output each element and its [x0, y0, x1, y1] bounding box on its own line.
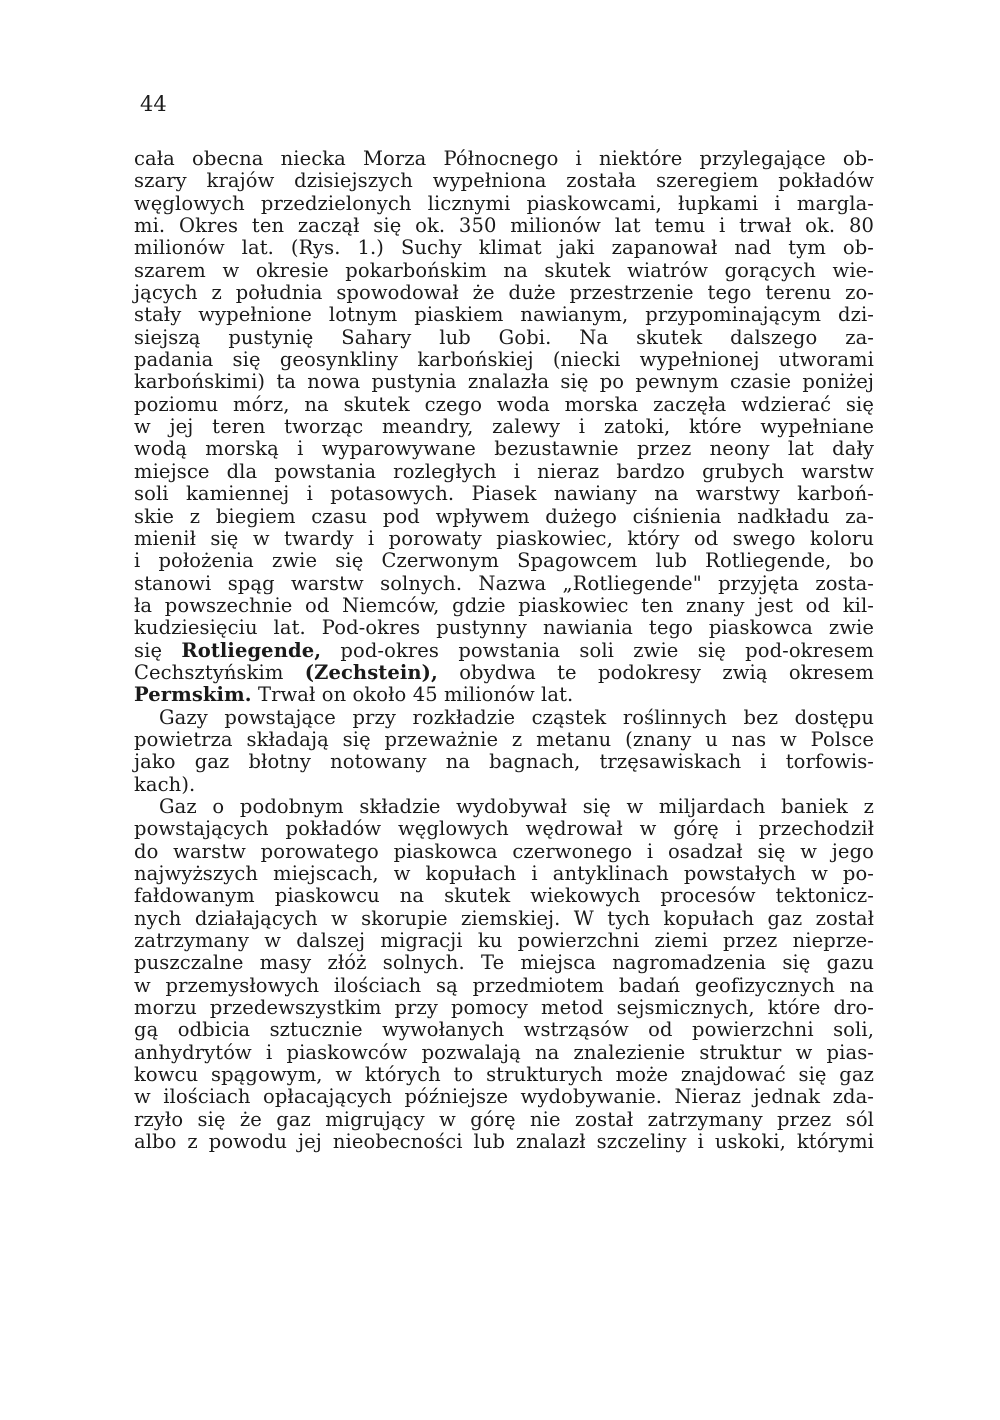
- text-line: stały wypełnione lotnym piaskiem nawianym, przypominającym dzi-: [134, 303, 874, 327]
- text-line: anhydrytów i piaskowców pozwalają na znalezienie struktur w pias-: [134, 1040, 874, 1064]
- text-line: rzyło się że gaz migrujący w górę nie został zatrzymany przez sól: [134, 1107, 874, 1131]
- text-line: wodą morską i wyparowywane bezustawnie przez neony lat dały: [134, 437, 874, 461]
- text-line: do warstw porowatego piaskowca czerwonego i osadzał się w jego: [134, 839, 874, 863]
- text-line: kowcu spągowym, w których to strukturych może znajdować się gaz: [134, 1063, 874, 1087]
- text-run: obydwa te podokresy zwią okresem: [437, 660, 875, 684]
- text-line: poziomu mórz, na skutek czego woda morska zaczęła wdzierać się: [134, 392, 874, 416]
- text-line: powietrza składają się przeważnie z metanu (znany u nas w Polsce: [134, 727, 874, 751]
- text-line: ła powszechnie od Niemców, gdzie piaskowiec ten znany jest od kil-: [134, 593, 874, 617]
- text-line: jako gaz błotny notowany na bagnach, trzęsawiskach i torfowis-: [134, 750, 874, 774]
- text-line: zatrzymany w dalszej migracji ku powierzchni ziemi przez nieprze-: [134, 929, 874, 953]
- text-line: milionów lat. (Rys. 1.) Suchy klimat jaki zapanował nad tym ob-: [134, 236, 874, 260]
- text-line: i położenia zwie się Czerwonym Spagowcem lub Rotliegende, bo: [134, 549, 874, 573]
- text-line: stanowi spąg warstw solnych. Nazwa „Rotliegende" przyjęta zosta-: [134, 571, 874, 595]
- bold-term-permskim: Permskim.: [134, 683, 252, 707]
- text-line: karbońskimi) ta nowa pustynia znalazła się po pewnym czasie poniżej: [134, 370, 874, 394]
- text-run: się: [134, 638, 182, 662]
- text-line: [134, 662, 874, 684]
- text-line: morzu przedewszystkim przy pomocy metod sejsmicznych, które dro-: [134, 996, 874, 1020]
- text-line: skie z biegiem czasu pod wpływem dużego ciśnienia nadkładu za-: [134, 504, 874, 528]
- text-line: kach).: [134, 772, 196, 796]
- text-line: kudziesięciu lat. Pod-okres pustynny nawiania tego piaskowca zwie: [134, 616, 874, 640]
- text-line: mi. Okres ten zaczął się ok. 350 milionów lat temu i trwał ok. 80: [134, 214, 874, 238]
- text-line: w ilościach opłacających późniejsze wydobywanie. Nieraz jednak zda-: [134, 1085, 874, 1109]
- text-run: Cechsztyńskim: [134, 660, 305, 684]
- text-line: najwyższych miejscach, w kopułach i antyklinach powstałych w po-: [134, 862, 874, 885]
- text-line: powstających pokładów węglowych wędrował w górę i przechodził: [134, 817, 874, 841]
- text-line: soli kamiennej i potasowych. Piasek nawiany na warstwy karboń-: [134, 482, 874, 506]
- text-line: szary krajów dzisiejszych wypełniona została szeregiem pokładów: [134, 169, 874, 193]
- bold-term-zechstein: (Zechstein),: [304, 660, 438, 684]
- text-line: [134, 640, 874, 662]
- text-line: albo z powodu jej nieobecności lub znalazł szczeliny i uskoki, którymi: [134, 1130, 874, 1154]
- text-line: gą odbicia sztucznie wywołanych wstrząsów od powierzchni soli,: [134, 1018, 874, 1042]
- text-line: fałdowanym piaskowcu na skutek wiekowych procesów tektonicz-: [134, 884, 874, 908]
- text-line: w przemysłowych ilościach są przedmiotem badań geofizycznych na: [134, 973, 874, 997]
- text-line: mienił się w twardy i porowaty piaskowiec, który od swego koloru: [134, 526, 874, 550]
- page-body: [134, 148, 874, 1153]
- text-line: cała obecna niecka Morza Północnego i niektóre przylegające ob-: [134, 147, 874, 170]
- text-run: pod-okres powstania soli zwie się pod-okresem: [321, 638, 874, 662]
- bold-term-rotliegende: Rotliegende,: [181, 638, 322, 662]
- text-line: padania się geosynkliny karbońskiej (niecki wypełnionej utworami: [134, 348, 874, 372]
- text-line: [134, 684, 874, 706]
- page-number: 44: [140, 92, 167, 116]
- text-line: w jej teren tworząc meandry, zalewy i zatoki, które wypełniane: [134, 415, 874, 439]
- text-line: węglowych przedzielonych licznymi piaskowcami, łupkami i margla-: [134, 191, 874, 215]
- text-run: Trwał on około 45 milionów lat.: [251, 683, 574, 707]
- text-line: nych działających w skorupie ziemskiej. W tych kopułach gaz został: [134, 906, 874, 930]
- text-line: miejsce dla powstania rozległych i nieraz bardzo grubych warstw: [134, 459, 874, 483]
- text-line: Gazy powstające przy rozkładzie cząstek roślinnych bez dostępu: [159, 705, 874, 729]
- text-line: szarem w okresie pokarbońskim na skutek wiatrów gorących wie-: [134, 258, 874, 282]
- text-line: puszczalne masy złóż solnych. Te miejsca nagromadzenia się gazu: [134, 951, 874, 975]
- text-line: Gaz o podobnym składzie wydobywał się w miljardach baniek z: [159, 794, 874, 818]
- text-line: siejszą pustynię Sahary lub Gobi. Na skutek dalszego za-: [134, 325, 874, 349]
- text-line: jących z południa spowodował że duże przestrzenie tego terenu zo-: [134, 281, 874, 305]
